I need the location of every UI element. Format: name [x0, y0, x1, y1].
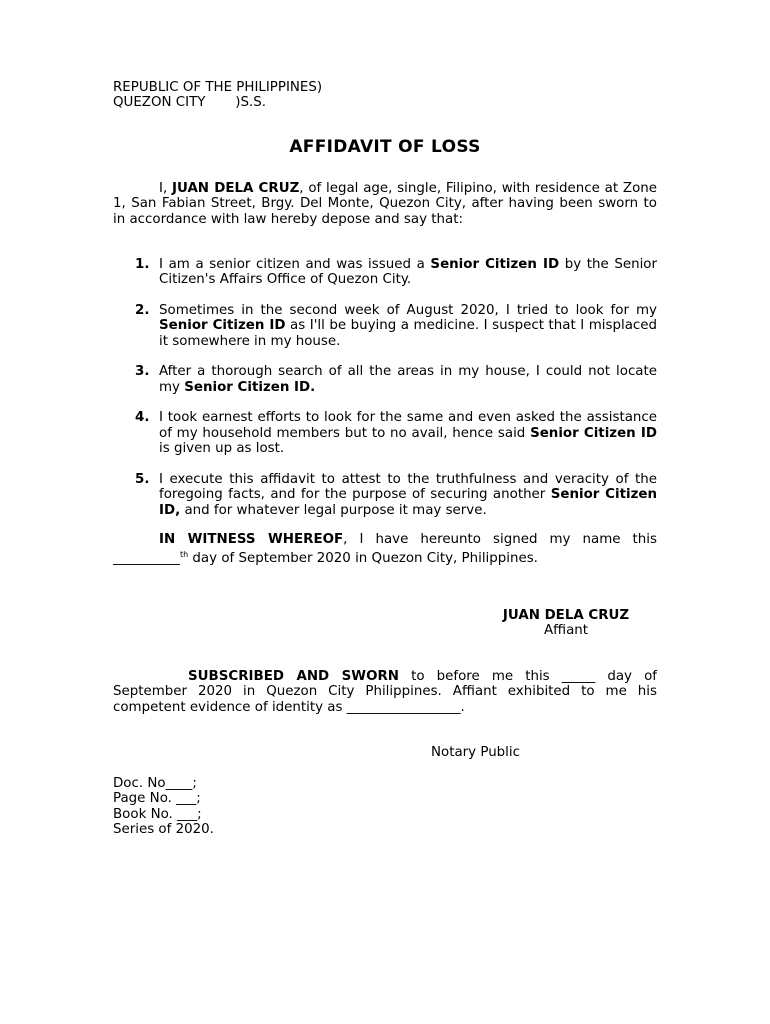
notarial-register-block — [113, 776, 214, 838]
witness-tail: day of September 2020 in Quezon City, Philippines. — [188, 551, 538, 567]
item-text: I took earnest efforts to look for the same and even asked the assistance of my household members but to no avail, hence said — [159, 410, 657, 441]
page-number: Page No. ___; — [113, 791, 201, 807]
witness-paragraph — [113, 532, 657, 567]
item-text-end: and for whatever legal purpose it may serve. — [180, 502, 487, 518]
list-item — [113, 257, 657, 288]
witness-lead: IN WITNESS WHEREOF — [159, 532, 344, 547]
affiant-label: Affiant — [543, 623, 589, 639]
item-number: 3. — [135, 364, 150, 380]
jurat-text: to before me this _____ day of September 2020 in Quezon City Philippines. Affiant exhibited to me his competent evidence of identity as _________________. — [113, 669, 657, 715]
statement-list — [113, 257, 657, 533]
item-bold: Senior Citizen ID — [159, 318, 286, 334]
item-bold: Senior Citizen ID, — [159, 487, 657, 518]
item-text: After a thorough search of all the areas in my house, I could not locate my — [159, 364, 657, 395]
item-number: 2. — [135, 303, 150, 318]
witness-text: , I have hereunto signed my name this __________ — [113, 532, 657, 567]
item-number: 5. — [135, 471, 150, 487]
item-number: 4. — [135, 410, 150, 426]
intro-pre: I, — [159, 181, 172, 196]
intro-paragraph — [113, 181, 657, 227]
affiant-signature-block — [470, 608, 662, 639]
witness-superscript: th — [179, 550, 189, 560]
item-bold: Senior Citizen ID. — [184, 379, 316, 395]
list-item — [113, 364, 657, 395]
list-item — [113, 303, 657, 349]
item-text-end: is given up as lost. — [159, 441, 285, 457]
list-item — [113, 472, 657, 518]
item-text-end: by the Senior Citizen's Affairs Office of Quezon City. — [159, 257, 657, 288]
document-title: AFFIDAVIT OF LOSS — [289, 137, 481, 157]
item-bold: Senior Citizen ID — [530, 425, 657, 441]
venue-republic: REPUBLIC OF THE PHILIPPINES) — [113, 80, 323, 95]
item-text: I am a senior citizen and was issued a — [159, 257, 431, 272]
doc-number: Doc. No____; — [113, 776, 197, 791]
item-number: 1. — [135, 257, 150, 272]
affiant-name: JUAN DELA CRUZ — [502, 608, 630, 623]
notary-public-label: Notary Public — [431, 745, 520, 760]
jurat-paragraph — [113, 669, 657, 715]
item-text: I execute this affidavit to attest to the truthfulness and veracity of the foregoing facts, and for the purpose of securing another — [159, 471, 657, 503]
item-text-end: as I'll be buying a medicine. I suspect that I misplaced it somewhere in my house. — [159, 318, 657, 349]
intro-name: JUAN DELA CRUZ — [172, 181, 300, 196]
intro-post: , of legal age, single, Filipino, with residence at Zone 1, San Fabian Street, Brgy. Del Monte, Quezon City, after having been sworn to in accordance with law hereby depose and say that: — [113, 181, 657, 227]
book-number: Book No. ___; — [113, 806, 202, 822]
venue-block — [113, 80, 322, 111]
item-text: Sometimes in the second week of August 2020, I tried to look for my — [159, 303, 657, 318]
item-bold: Senior Citizen ID — [430, 257, 560, 272]
series-year: Series of 2020. — [113, 822, 214, 838]
list-item — [113, 410, 657, 456]
jurat-lead: SUBSCRIBED AND SWORN — [188, 669, 399, 684]
venue-city: QUEZON CITY )S.S. — [113, 95, 266, 111]
